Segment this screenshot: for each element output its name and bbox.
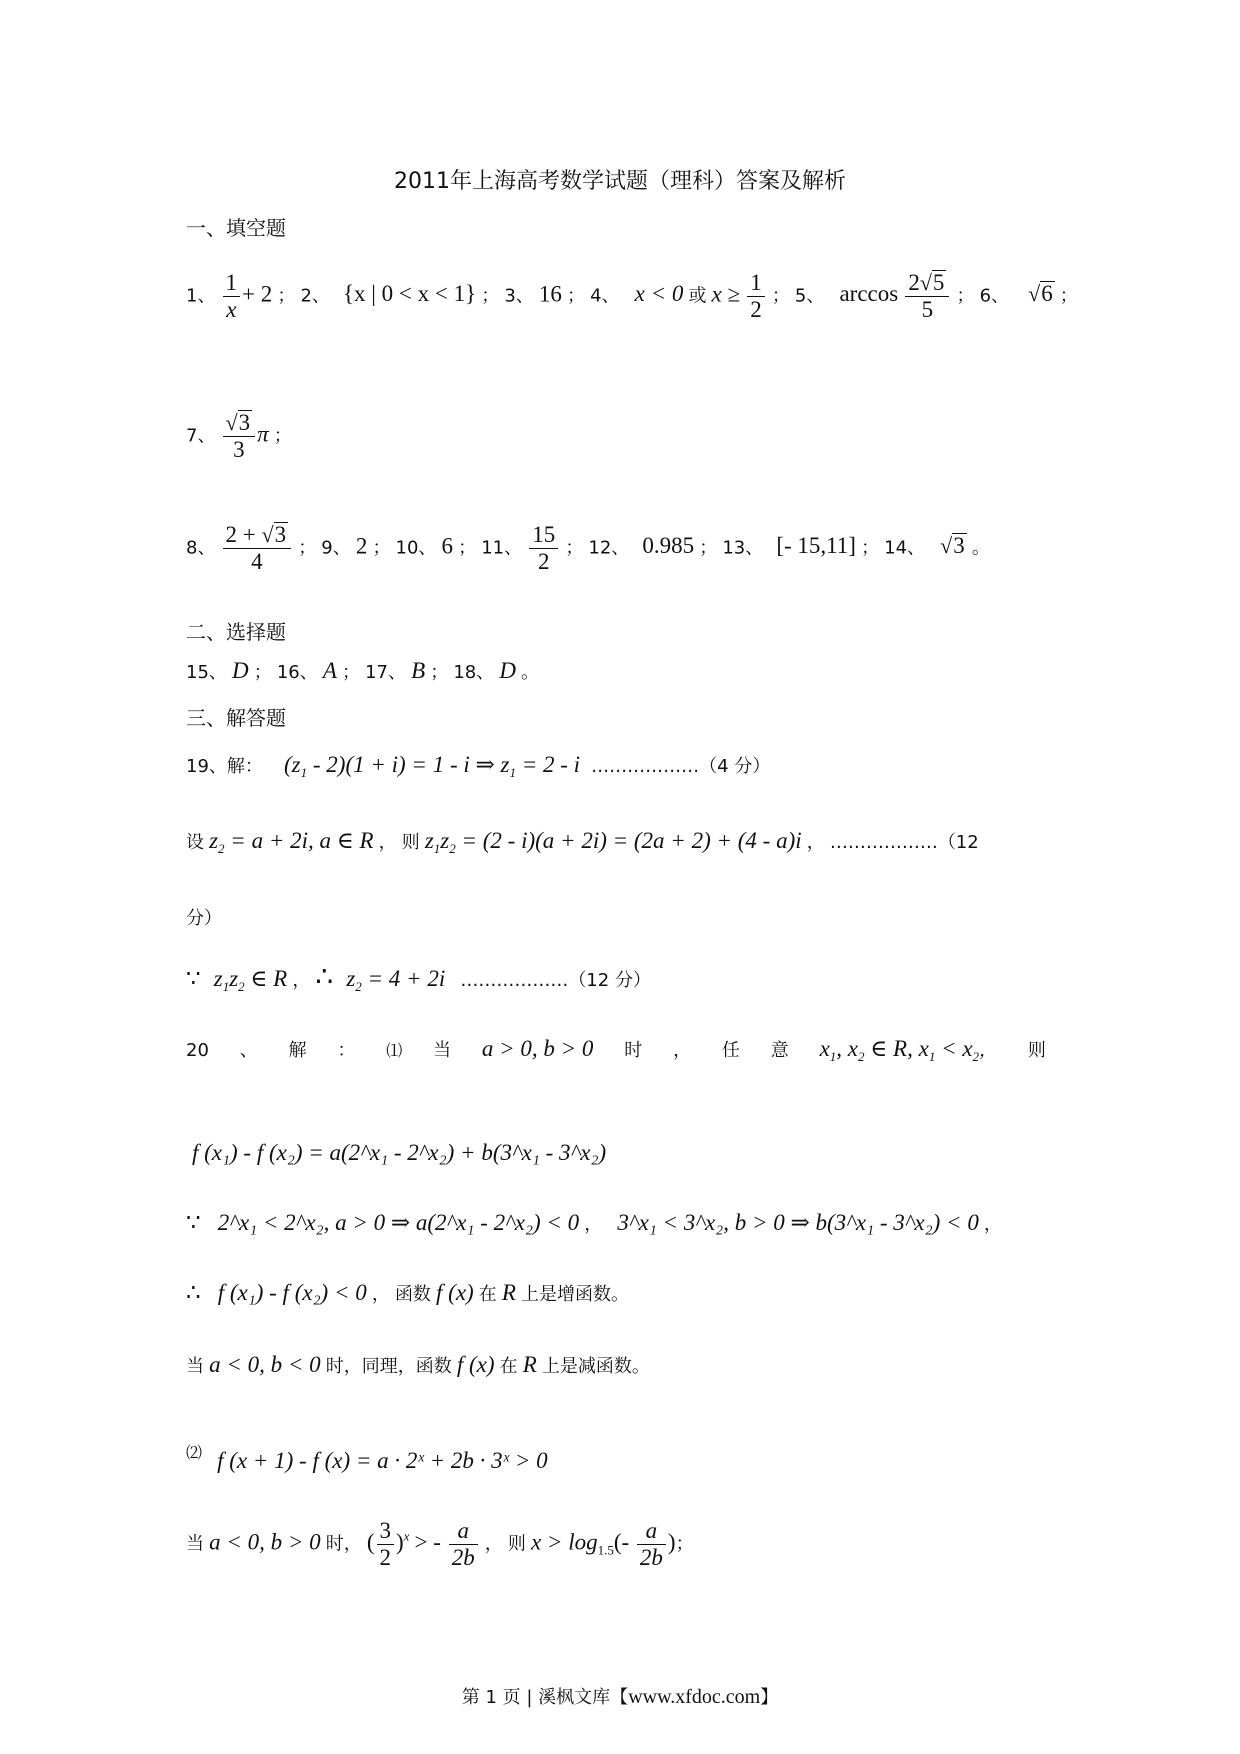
eq-part: z	[229, 966, 239, 991]
denominator: 2b	[639, 1545, 663, 1571]
q2-answer: {x | 0 < x < 1}	[343, 281, 477, 307]
separator: ；	[861, 537, 880, 559]
subscript: 2	[972, 1049, 980, 1064]
time-label: 时	[624, 1040, 643, 1061]
on-label: 在	[499, 1356, 518, 1377]
q8-radicand: 3	[274, 522, 287, 547]
section-solve-heading: 三、解答题	[186, 706, 286, 730]
numerator: 3	[377, 1518, 395, 1545]
q5-arccos: arccos	[839, 281, 899, 307]
any-label-2: 意	[770, 1040, 789, 1061]
separator: ；	[341, 662, 360, 683]
q20-equation-2: 2^x₁ < 2^x₂, a > 0 ⇒ a(2^x₁ - 2^x₂) < 0	[217, 1210, 580, 1235]
separator: ；	[372, 537, 391, 559]
increasing-text: 上是增函数。	[521, 1284, 630, 1305]
page-footer	[0, 1683, 1240, 1709]
q19-equation-5	[346, 966, 446, 994]
eq-part: z	[209, 828, 219, 853]
exponent: x	[403, 1528, 410, 1544]
q20-condition-4: a < 0, b > 0	[209, 1529, 321, 1555]
q20-equation-5: f (x + 1) - f (x) = a · 2ˣ + 2b · 3ˣ > 0	[217, 1448, 548, 1473]
q19-score-1: ………………（4 分）	[591, 756, 771, 777]
q19-equation-1	[284, 752, 581, 780]
comma: ，	[378, 832, 397, 853]
then-label: 则	[401, 832, 420, 853]
q20-line-1	[186, 1036, 1046, 1065]
any-label-1: 任	[721, 1040, 740, 1061]
q10-label: 10、	[395, 537, 437, 559]
period: 。	[521, 662, 540, 683]
separator: ；	[298, 537, 317, 559]
q8-numerator	[223, 522, 292, 549]
separator: ；	[771, 285, 790, 307]
similarly-text: 时，同理，函数	[325, 1356, 452, 1377]
eq-part: (z	[284, 752, 301, 777]
q20-jie: 解	[288, 1040, 307, 1061]
q20-line-5	[186, 1352, 650, 1378]
q19-score-2: ………………（12	[829, 832, 979, 853]
q14-answer	[940, 533, 967, 558]
q20-equation-3: 3^x₁ < 3^x₂, b > 0 ⇒ b(3^x₁ - 3^x₂) < 0	[617, 1210, 979, 1235]
q2-label: 2、	[300, 285, 330, 307]
separator: ；	[277, 285, 296, 307]
q11-numerator: 15	[529, 522, 558, 549]
q4-numerator: 1	[747, 270, 765, 297]
q5-coef: 2	[908, 270, 920, 295]
q20-line-4	[186, 1280, 629, 1306]
q14-label: 14、	[884, 537, 926, 559]
q10-answer: 6	[441, 533, 454, 559]
numerator: a	[637, 1518, 666, 1545]
sqrt-icon: √	[1028, 281, 1041, 307]
part-1-marker: ⑴	[386, 1043, 403, 1060]
subscript: 2	[449, 841, 456, 856]
q4-label: 4、	[590, 285, 620, 307]
q13-answer: [- 15,11]	[776, 533, 856, 559]
q4-or: 或	[688, 285, 707, 307]
q7-radicand: 3	[238, 410, 251, 435]
q6-answer	[1028, 281, 1055, 306]
paren-open: (-	[613, 1529, 635, 1555]
q15-answer: D	[232, 658, 249, 683]
subscript: 1	[509, 765, 516, 780]
q20-fraction-a-2b	[449, 1518, 478, 1572]
separator: ；	[566, 285, 585, 307]
because-symbol: ∵	[186, 966, 201, 991]
eq-part: = 4 + 2i	[361, 966, 446, 991]
q19-score-3: ………………（12 分）	[460, 970, 651, 991]
q5-numerator	[905, 270, 949, 297]
q19-equation-4	[213, 966, 288, 994]
q16-answer: A	[322, 658, 337, 683]
separator: ；	[273, 425, 292, 447]
q12-label: 12、	[588, 537, 630, 559]
q7-fraction	[223, 410, 256, 464]
q4-part-b: x ≥	[711, 281, 741, 307]
q20-condition-3: a < 0, b < 0	[209, 1352, 321, 1377]
footer-page-text: 第 1 页 | 溪枫文库【	[461, 1687, 629, 1708]
log-base: 1.5	[597, 1542, 614, 1558]
q18-label: 18、	[453, 662, 495, 683]
q7-denominator: 3	[233, 437, 245, 463]
q20-condition-1: a > 0, b > 0	[481, 1036, 594, 1061]
real-set: R	[522, 1352, 537, 1377]
set-label: 设	[186, 832, 204, 853]
q7-pi: π	[257, 421, 269, 447]
section-choice-heading: 二、选择题	[186, 620, 286, 644]
eq-part: z	[440, 828, 450, 853]
q17-answer: B	[411, 658, 426, 683]
q12-answer: 0.985	[642, 533, 695, 559]
q20-number: 20	[186, 1040, 209, 1061]
q6-radicand: 6	[1041, 281, 1053, 307]
q9-answer: 2	[355, 533, 368, 559]
comma: ，	[484, 1533, 503, 1555]
paren-close: )	[396, 1529, 404, 1555]
log-text: x > log	[530, 1529, 598, 1555]
q4-denominator: 2	[750, 297, 762, 323]
eq-part: = (2 - i)(a + 2i) = (2a + 2) + (4 - a)i	[455, 828, 802, 853]
numerator: a	[449, 1518, 478, 1545]
comma: ，	[806, 832, 825, 853]
q8-label: 8、	[186, 537, 216, 559]
q11-denominator: 2	[537, 549, 550, 575]
decreasing-text: 上是减函数。	[541, 1356, 650, 1377]
q8-denominator: 4	[251, 549, 263, 575]
when-label: 当	[186, 1533, 204, 1555]
eq-part: = 2 - i	[515, 752, 581, 777]
comma: ，	[979, 1040, 998, 1061]
sqrt-icon: √	[225, 410, 238, 435]
q18-answer: D	[499, 658, 516, 683]
q1-numerator: 1	[223, 270, 241, 297]
subscript: 1	[829, 1049, 837, 1064]
then-label: 则	[507, 1533, 526, 1555]
q5-denominator: 5	[921, 297, 934, 323]
sqrt-icon: √	[261, 522, 274, 547]
q13-label: 13、	[722, 537, 764, 559]
q7-label: 7、	[186, 425, 216, 447]
eq-part: < x	[935, 1036, 973, 1061]
choice-answers-row	[186, 658, 539, 684]
q19-line-3	[186, 960, 651, 995]
q11-label: 11、	[481, 537, 523, 559]
q19-equation-2	[209, 828, 374, 856]
subscript: 2	[858, 1049, 865, 1064]
q19-equation-3	[424, 828, 802, 856]
fx: f (x)	[456, 1352, 495, 1377]
page-title: 2011年上海高考数学试题（理科）答案及解析	[394, 169, 846, 194]
eq-part: = a + 2i, a ∈ R	[224, 828, 374, 853]
q3-label: 3、	[504, 285, 534, 307]
function-label: 函数	[394, 1284, 431, 1305]
subscript: 1	[222, 979, 230, 994]
sqrt-icon: √	[940, 533, 953, 559]
separator: ；	[1059, 285, 1078, 307]
comma: ，	[983, 1214, 1002, 1235]
q20-fraction-a-2b-log	[637, 1518, 666, 1572]
q19-line-2	[186, 828, 979, 857]
footer-bracket: 】	[760, 1687, 779, 1708]
fill-answers-row-1	[186, 270, 1078, 324]
q17-label: 17、	[365, 662, 406, 683]
therefore-symbol: ∴	[315, 962, 334, 993]
q7-numerator	[223, 410, 256, 437]
subscript: 1	[300, 765, 308, 780]
q19-score-2-wrap: 分）	[186, 908, 222, 929]
when-label: 当	[433, 1040, 452, 1061]
q8-fraction	[223, 522, 292, 576]
q20-condition-2	[820, 1036, 997, 1065]
footer-url[interactable]: www.xfdoc.com	[628, 1686, 761, 1708]
q9-label: 9、	[321, 537, 351, 559]
q4-part-a: x < 0	[634, 281, 684, 307]
sqrt-icon: √	[919, 270, 932, 295]
subscript: 1	[928, 1049, 936, 1064]
denominator: 2b	[451, 1545, 475, 1571]
then-label: 则	[1027, 1040, 1046, 1061]
q1-tail: + 2	[242, 281, 273, 307]
q8-num-prefix: 2 +	[225, 522, 262, 547]
q5-radicand: 5	[932, 270, 945, 295]
q20-equation-4: f (x₁) - f (x₂) < 0	[217, 1280, 367, 1305]
subscript: 2	[355, 979, 362, 994]
q1-label: 1、	[186, 285, 216, 307]
denominator: 2	[379, 1545, 391, 1571]
separator: ；	[458, 537, 477, 559]
q19-line-1	[186, 752, 770, 781]
eq-part: ∈ R	[244, 966, 288, 991]
subscript: 2	[218, 841, 225, 856]
eq-part: , x	[836, 1036, 859, 1061]
q14-radicand: 3	[953, 533, 965, 559]
paren-open: (	[366, 1529, 375, 1555]
time-label: 时，	[325, 1533, 362, 1555]
separator: ；	[481, 285, 500, 307]
when-label: 当	[186, 1356, 204, 1377]
q20-dun: 、	[239, 1040, 258, 1061]
separator: ；	[430, 662, 449, 683]
q20-colon: ：	[337, 1040, 356, 1061]
q3-answer: 16	[538, 281, 562, 307]
q20-line-7	[186, 1518, 694, 1572]
separator: ；	[253, 662, 272, 683]
part-2-marker: ⑵	[186, 1445, 203, 1462]
eq-part: z	[424, 828, 434, 853]
comma: ，	[673, 1040, 692, 1061]
q20-equation-1: f (x₁) - f (x₂) = a(2^x₁ - 2^x₂) + b(3^x₁ - 3^x₂)	[192, 1140, 607, 1165]
separator: ；	[956, 285, 975, 307]
fill-answers-row-3	[186, 522, 990, 576]
eq-part: ∈ R, x	[864, 1036, 929, 1061]
eq-part: - 2)(1 + i) = 1 - i ⇒ z	[307, 752, 510, 777]
eq-part: z	[346, 966, 356, 991]
q15-label: 15、	[186, 662, 227, 683]
gt-text: > -	[414, 1529, 447, 1555]
eq-part: x	[819, 1036, 830, 1061]
q1-fraction	[223, 270, 241, 324]
therefore-symbol: ∴	[186, 1280, 201, 1305]
eq-part: z	[213, 966, 223, 991]
comma: ，	[371, 1284, 390, 1305]
subscript: 2	[238, 979, 245, 994]
separator: ；	[699, 537, 718, 559]
q1-denominator: x	[226, 297, 237, 323]
q6-label: 6、	[979, 285, 1010, 307]
on-label: 在	[478, 1284, 497, 1305]
comma: ，	[292, 970, 311, 991]
period: 。	[971, 537, 990, 559]
q16-label: 16、	[276, 662, 318, 683]
q5-label: 5、	[794, 285, 825, 307]
comma: ，	[584, 1214, 603, 1235]
paren-close: )	[667, 1529, 676, 1555]
semicolon: ；	[675, 1533, 694, 1555]
real-set: R	[501, 1280, 516, 1305]
fill-answers-row-2	[186, 410, 292, 464]
subscript: 1	[433, 841, 441, 856]
section-fill-blank-heading: 一、填空题	[186, 216, 286, 240]
separator: ；	[565, 537, 584, 559]
q20-fraction-3-2	[377, 1518, 395, 1572]
q20-line-3	[186, 1210, 1002, 1236]
q20-line-6	[186, 1440, 548, 1474]
q19-label: 19、解：	[186, 756, 263, 777]
fx: f (x)	[436, 1280, 474, 1305]
because-symbol: ∵	[186, 1210, 201, 1235]
q5-fraction	[905, 270, 949, 324]
q11-fraction	[529, 522, 558, 576]
q4-fraction	[747, 270, 765, 324]
